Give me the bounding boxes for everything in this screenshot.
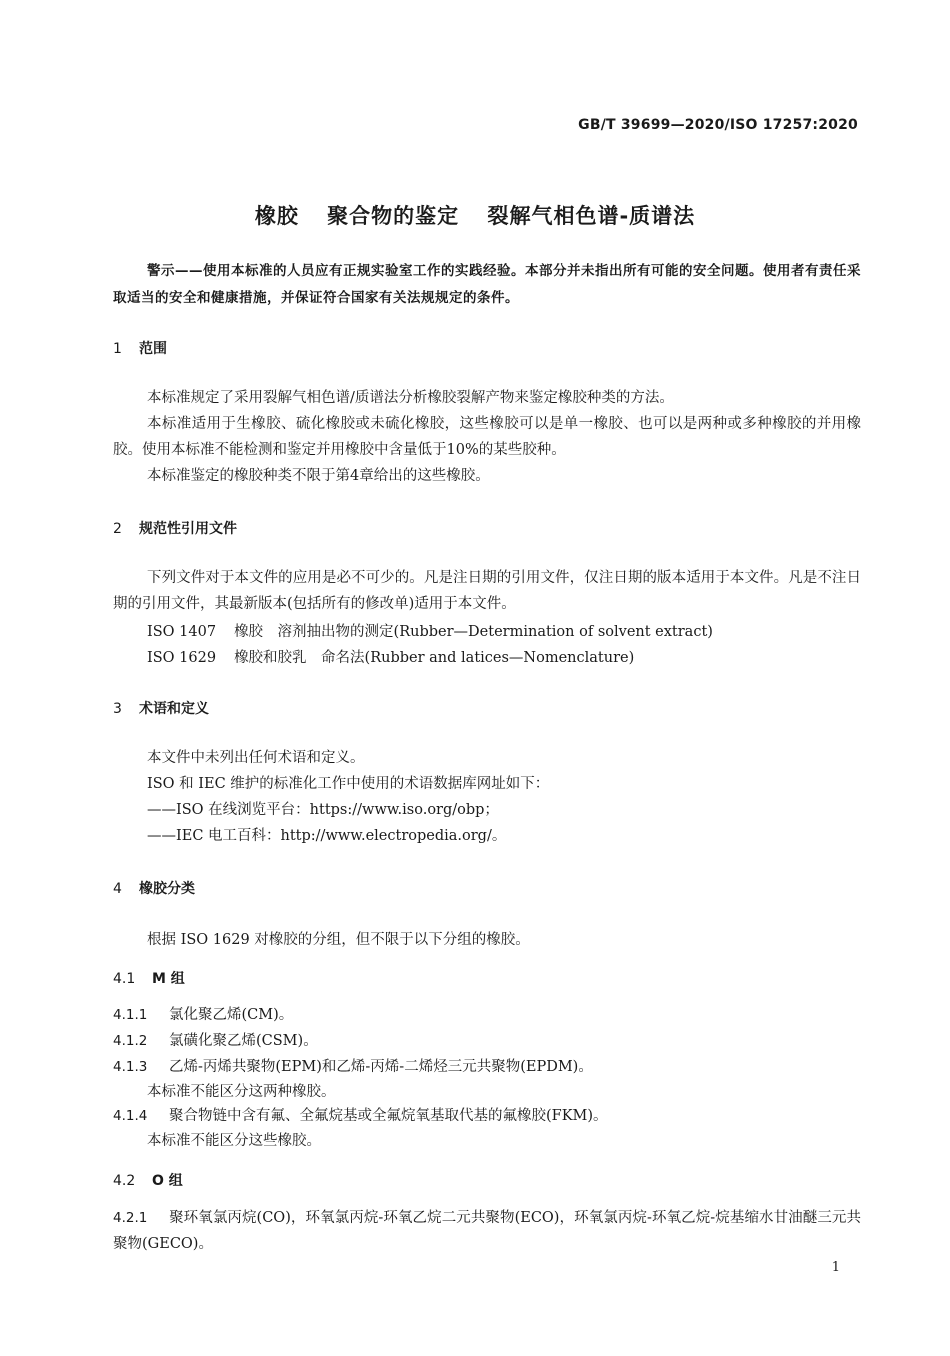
clause-4-1-3-note: 本标准不能区分这两种橡胶。 [147, 1084, 336, 1100]
section-3-heading [113, 698, 209, 718]
reference-code: ISO 1407 [147, 624, 217, 640]
page-number: 1 [831, 1260, 840, 1275]
title-part-1: 橡胶 [254, 204, 299, 228]
subsection-4-1-heading [113, 968, 185, 988]
clause-text: 氯化聚乙烯(CM)。 [169, 1007, 294, 1023]
section-number: 4 [113, 881, 122, 897]
clause-text: 氯磺化聚乙烯(CSM)。 [169, 1033, 318, 1049]
section-4-heading [113, 878, 195, 898]
section-number: 1 [113, 341, 122, 357]
reference-title: 橡胶和胶乳 命名法(Rubber and latices—Nomenclature) [234, 650, 635, 666]
terms-paragraph-1: 本文件中未列出任何术语和定义。 [147, 750, 365, 766]
clause-number: 4.2.1 [113, 1210, 148, 1226]
section-number: 3 [113, 701, 122, 717]
terms-paragraph-2: ISO 和 IEC 维护的标准化工作中使用的术语数据库网址如下： [147, 776, 550, 792]
clause-number: 4.1.2 [113, 1033, 148, 1049]
clause-4-1-4-note: 本标准不能区分这些橡胶。 [147, 1133, 321, 1149]
clause-text: 乙烯-丙烯共聚物(EPM)和乙烯-丙烯-二烯烃三元共聚物(EPDM)。 [169, 1059, 593, 1075]
section-1-heading [113, 338, 167, 358]
section-title: 规范性引用文件 [139, 521, 237, 537]
warning-paragraph: 警示——使用本标准的人员应有正规实验室工作的实践经验。本部分并未指出所有可能的安全问题。使用者有责任采取适当的安全和健康措施，并保证符合国家有关法规规定的条件。 [113, 263, 861, 306]
section-number: 2 [113, 521, 122, 537]
clause-text: 聚环氧氯丙烷(CO)，环氧氯丙烷-环氧乙烷二元共聚物(ECO)，环氧氯丙烷-环氧乙烷-烷基缩水甘油醚三元共聚物(GECO)。 [113, 1210, 861, 1252]
subsection-number: 4.1 [113, 971, 136, 987]
references-intro-paragraph: 下列文件对于本文件的应用是必不可少的。凡是注日期的引用文件，仅注日期的版本适用于本文件。凡是不注日期的引用文件，其最新版本(包括所有的修改单)适用于本文件。 [113, 570, 861, 612]
clause-4-1-3 [113, 1054, 861, 1080]
section-2-heading [113, 518, 237, 538]
clause-number: 4.1.3 [113, 1059, 148, 1075]
classification-intro: 根据 ISO 1629 对橡胶的分组，但不限于以下分组的橡胶。 [147, 932, 530, 948]
reference-title: 橡胶 溶剂抽出物的测定(Rubber—Determination of solvent extract) [234, 624, 713, 640]
scope-paragraph-2: 本标准适用于生橡胶、硫化橡胶或未硫化橡胶，这些橡胶可以是单一橡胶、也可以是两种或多种橡胶的并用橡胶。使用本标准不能检测和鉴定并用橡胶中含量低于10%的某些胶种。 [113, 416, 861, 458]
terms-iso-obp-link: ——ISO 在线浏览平台：https://www.iso.org/obp； [147, 802, 499, 818]
standard-code: GB/T 39699—2020/ISO 17257:2020 [578, 117, 858, 133]
title-part-2: 聚合物的鉴定 [327, 204, 460, 228]
clause-4-2-1 [113, 1205, 861, 1257]
subsection-title: O 组 [152, 1173, 183, 1189]
scope-paragraph-3: 本标准鉴定的橡胶种类不限于第4章给出的这些橡胶。 [147, 468, 490, 484]
scope-paragraph-1: 本标准规定了采用裂解气相色谱/质谱法分析橡胶裂解产物来鉴定橡胶种类的方法。 [147, 390, 674, 406]
title-part-3: 裂解气相色谱-质谱法 [487, 204, 696, 228]
clause-4-1-4 [113, 1103, 861, 1129]
section-title: 范围 [139, 341, 167, 357]
section-title: 术语和定义 [139, 701, 209, 717]
terms-electropedia-link: ——IEC 电工百科：http://www.electropedia.org/。 [147, 828, 507, 844]
document-title [0, 200, 950, 230]
reference-code: ISO 1629 [147, 650, 217, 666]
reference-iso-1629 [147, 646, 634, 667]
clause-number: 4.1.4 [113, 1108, 148, 1124]
clause-number: 4.1.1 [113, 1007, 148, 1023]
subsection-number: 4.2 [113, 1173, 136, 1189]
subsection-4-2-heading [113, 1170, 183, 1190]
clause-text: 聚合物链中含有氟、全氟烷基或全氟烷氧基取代基的氟橡胶(FKM)。 [169, 1108, 608, 1124]
clause-4-1-1 [113, 1002, 861, 1028]
reference-iso-1407 [147, 620, 713, 641]
section-title: 橡胶分类 [139, 881, 195, 897]
subsection-title: M 组 [152, 971, 185, 987]
clause-4-1-2 [113, 1028, 861, 1054]
